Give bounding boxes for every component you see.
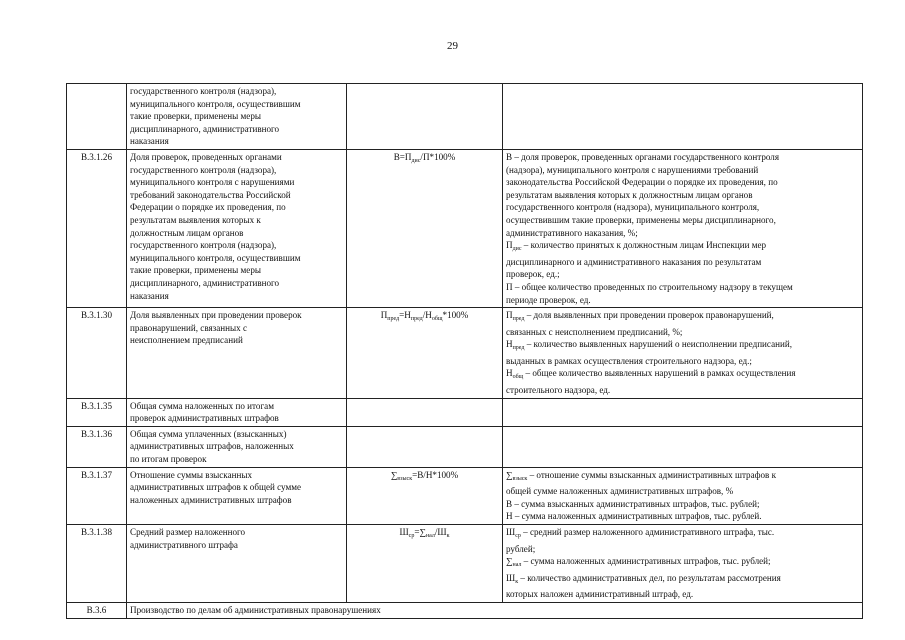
indicator-description: Доля выявленных при проведении проверок правонарушений, связанных с неисполнением предписаний — [127, 308, 347, 399]
table-row — [67, 426, 863, 467]
indicator-formula — [347, 398, 503, 426]
indicator-code: В.3.1.35 — [67, 398, 127, 426]
indicator-code: В.3.1.30 — [67, 308, 127, 399]
indicator-formula — [347, 426, 503, 467]
formula-explanation: $\sum_{взыск}$ – отношение суммы взысканных административных штрафов к общей сумме наложенных административных штрафов, % В – сумма взысканных административных штрафов, тыс. рублей; Н – сумма наложенных административных штрафов, тыс. рублей. — [503, 467, 863, 524]
indicator-description: Отношение суммы взысканных административных штрафов к общей сумме наложенных административных штрафов — [127, 467, 347, 524]
table-row — [67, 398, 863, 426]
section-code: В.3.6 — [67, 602, 127, 618]
indicator-formula: $В=П_{дис}/П*100\%$ — [347, 149, 503, 307]
indicator-code: В.3.1.26 — [67, 149, 127, 307]
indicator-description: Доля проверок, проведенных органами государственного контроля (надзора), муниципального контроля с нарушениями требований законодательства Российской Федерации о порядке их проведения, по результатам выявления которых к должностным лицам органов государственного контроля (надзора), муниципального контроля, осуществившим такие проверки, применены меры дисциплинарного, административного наказания — [127, 149, 347, 307]
indicator-code — [67, 84, 127, 150]
indicator-formula: $\sum_{взыск}=В/Н*100\%$ — [347, 467, 503, 524]
formula-explanation — [503, 398, 863, 426]
table-row — [67, 467, 863, 524]
formula-explanation — [503, 426, 863, 467]
indicator-table — [66, 83, 863, 619]
formula-explanation — [503, 84, 863, 150]
formula-explanation: $Ш_{ср}$ – средний размер наложенного административного штрафа, тыс. рублей; $\sum_{нал}$ – сумма наложенных административных штрафов, тыс. рублей; $Ш_к$ – количество административных дел, по результатам рассмотрения которых наложен административный штраф, ед. — [503, 525, 863, 603]
indicator-description: Средний размер наложенного административного штрафа — [127, 525, 347, 603]
table-row — [67, 525, 863, 603]
table-row — [67, 308, 863, 399]
table-row — [67, 84, 863, 150]
indicator-formula — [347, 84, 503, 150]
page-number: 29 — [447, 40, 458, 52]
indicator-code: В.3.1.36 — [67, 426, 127, 467]
section-row — [67, 602, 863, 618]
table-row — [67, 149, 863, 307]
indicator-code: В.3.1.37 — [67, 467, 127, 524]
formula-explanation: $П_{пред}$ – доля выявленных при проведении проверок правонарушений, связанных с неисполнением предписаний, %; $Н_{пред}$ – количество выявленных нарушений о неисполнении предписаний, выданных в рамках осуществления строительного надзора, ед.; $Н_{общ}$ – общее количество выявленных нарушений в рамках осуществления строительного надзора, ед. — [503, 308, 863, 399]
indicator-formula: $П_{пред}=Н_{пред}/Н_{общ}*100\%$ — [347, 308, 503, 399]
indicator-description: государственного контроля (надзора), муниципального контроля, осуществившим такие проверки, применены меры дисциплинарного, административного наказания — [127, 84, 347, 150]
indicator-formula: $Ш_{ср}=\sum_{нал}/Ш_к$ — [347, 525, 503, 603]
section-title: Производство по делам об административных правонарушениях — [127, 602, 863, 618]
formula-explanation: В – доля проверок, проведенных органами государственного контроля (надзора), муниципального контроля с нарушениями требований законодательства Российской Федерации о порядке их проведения, по результатам выявления которых к должностным лицам органов государственного контроля (надзора), муниципального контроля, осуществившим такие проверки, применены меры дисциплинарного, административного наказания, %; $П_{дис}$ – количество принятых к должностным лицам Инспекции мер дисциплинарного и административного наказания по результатам проверок, ед.; П – общее количество проведенных по строительному надзору в текущем периоде проверок, ед. — [503, 149, 863, 307]
indicator-description: Общая сумма уплаченных (взысканных) административных штрафов, наложенных по итогам проверок — [127, 426, 347, 467]
indicator-description: Общая сумма наложенных по итогам проверок административных штрафов — [127, 398, 347, 426]
indicator-code: В.3.1.38 — [67, 525, 127, 603]
